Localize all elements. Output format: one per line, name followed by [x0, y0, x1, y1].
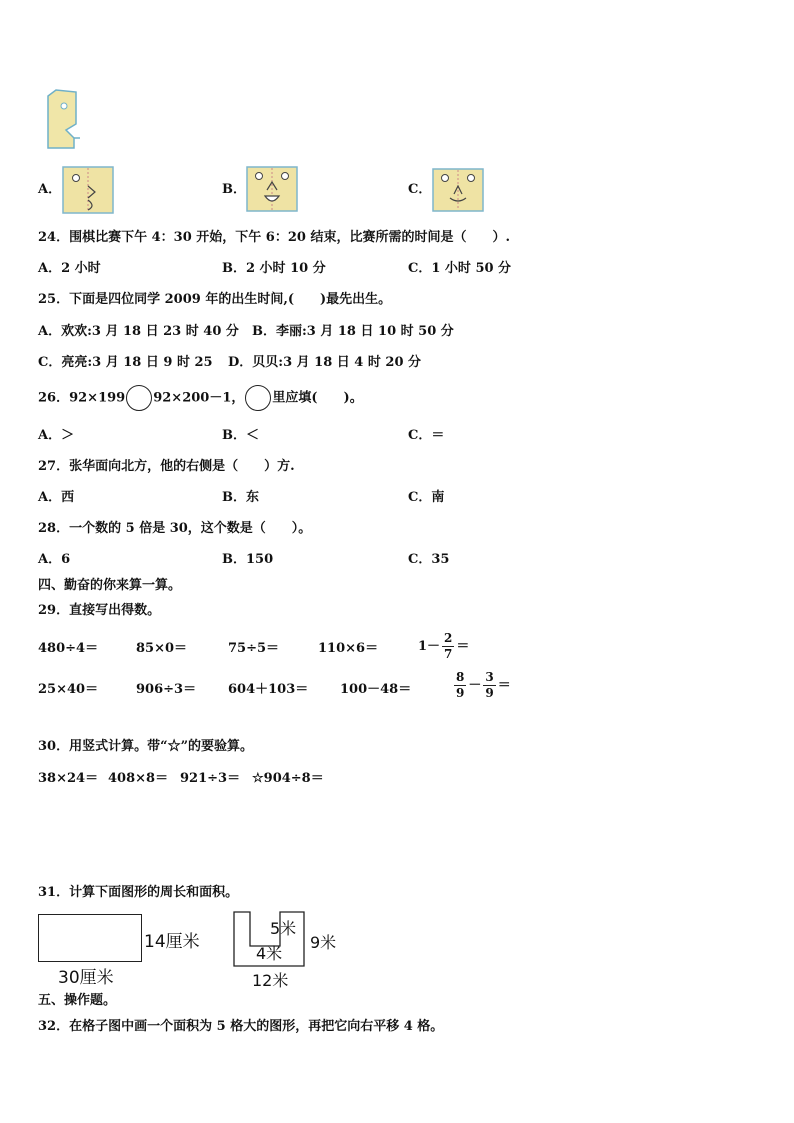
q26-part3: 里应填( )。	[272, 390, 363, 406]
q25-option-b[interactable]: B．李丽:3 月 18 日 10 时 50 分	[252, 324, 454, 339]
q31-rectangle	[38, 914, 142, 962]
q29-r2-c5	[452, 670, 511, 701]
q26-part1: 26．92×199	[38, 390, 126, 406]
q29-r1-frac-num: 2	[444, 631, 453, 645]
q27-option-c[interactable]: C．南	[408, 490, 445, 505]
q23-option-a-label: A．	[38, 182, 62, 197]
q25-question: 25．下面是四位同学 2009 年的出生时间,( )最先出生。	[38, 292, 392, 307]
q24-option-c[interactable]: C．1 小时 50 分	[408, 261, 512, 276]
q27-option-b[interactable]: B．东	[222, 490, 259, 505]
q29-r1-fraction	[442, 631, 454, 662]
q23-option-c-image[interactable]	[432, 168, 484, 212]
q29-r2-frac2-num: 3	[485, 670, 494, 684]
q26-option-b[interactable]: B．＜	[222, 428, 259, 443]
q25-option-d[interactable]: D．贝贝:3 月 18 日 4 时 20 分	[228, 355, 422, 370]
q30-question: 30．用竖式计算。带“☆”的要验算。	[38, 739, 254, 754]
section-5-heading: 五、操作题。	[38, 993, 117, 1008]
q29-r1-frac-lead: 1－	[418, 638, 441, 654]
q30-item-1: 38×24＝	[38, 771, 99, 786]
q26-option-c[interactable]: C．＝	[408, 428, 445, 443]
q28-option-b[interactable]: B．150	[222, 552, 274, 567]
q29-r2-c2: 906÷3＝	[136, 682, 197, 697]
q24-question: 24．围棋比赛下午 4：30 开始，下午 6：20 结束，比赛所需的时间是（ ）.	[38, 230, 510, 245]
section-4-heading: 四、勤奋的你来算一算。	[38, 578, 182, 593]
q26-option-a[interactable]: A．＞	[38, 428, 75, 443]
q31-rect-height-label: 14厘米	[144, 932, 200, 952]
q29-r2-frac2-den: 9	[485, 686, 494, 700]
q23-option-b-image[interactable]	[246, 166, 298, 212]
q29-r1-c4: 110×6＝	[318, 641, 379, 656]
q30-item-2: 408×8＝	[108, 771, 169, 786]
q26-part2: 92×200－1，	[153, 390, 245, 406]
q27-question: 27．张华面向北方，他的右侧是（ ）方.	[38, 459, 295, 474]
q28-option-c[interactable]: C．35	[408, 552, 450, 567]
q30-item-3: 921÷3＝	[180, 771, 241, 786]
q29-r1-c2: 85×0＝	[136, 641, 188, 656]
q24-option-a[interactable]: A．2 小时	[38, 261, 101, 276]
q29-r2-frac-tail: ＝	[497, 677, 511, 693]
q29-r2-fraction-2	[483, 670, 495, 701]
q25-option-a[interactable]: A．欢欢:3 月 18 日 23 时 40 分	[38, 324, 239, 339]
q29-r2-frac1-num: 8	[456, 670, 465, 684]
q23-option-a-image[interactable]	[62, 166, 114, 214]
q28-question: 28．一个数的 5 倍是 30，这个数是（ ）。	[38, 521, 312, 536]
q29-r1-c5	[418, 631, 469, 662]
q29-r2-frac-op: －	[468, 677, 482, 693]
q29-r1-frac-tail: ＝	[456, 638, 470, 654]
q31-rect-width-label: 30厘米	[58, 968, 114, 988]
q28-option-a[interactable]: A．6	[38, 552, 71, 567]
q31-shape-mid-label: 4米	[256, 944, 283, 963]
q23-option-c-label: C．	[408, 182, 432, 197]
q25-option-c[interactable]: C．亮亮:3 月 18 日 9 时 25	[38, 355, 213, 370]
q29-r2-c1: 25×40＝	[38, 682, 99, 697]
q31-shape-width-label: 12米	[252, 971, 289, 990]
q26-circle-blank[interactable]	[126, 385, 152, 411]
q31-shape-height-label: 9米	[310, 933, 337, 952]
q29-question: 29．直接写出得数。	[38, 603, 161, 618]
q24-option-b[interactable]: B．2 小时 10 分	[222, 261, 326, 276]
q29-r2-c4: 100－48＝	[340, 682, 412, 697]
q26-question	[38, 385, 363, 411]
q27-option-a[interactable]: A．西	[38, 490, 75, 505]
q31-question: 31．计算下面图形的周长和面积。	[38, 885, 239, 900]
q29-r2-fraction-1	[454, 670, 466, 701]
folded-paper-figure	[44, 86, 84, 152]
q29-r2-frac1-den: 9	[456, 686, 465, 700]
q29-r1-c1: 480÷4＝	[38, 641, 99, 656]
q32-question: 32．在格子图中画一个面积为 5 格大的图形，再把它向右平移 4 格。	[38, 1019, 444, 1034]
q26-circle-symbol	[245, 385, 271, 411]
q23-option-b-label: B．	[222, 182, 246, 197]
q29-r2-c3: 604＋103＝	[228, 682, 309, 697]
q29-r1-frac-den: 7	[444, 647, 453, 661]
q30-item-4: ☆904÷8＝	[252, 771, 324, 786]
q31-shape-top-label: 5米	[270, 919, 297, 938]
q29-r1-c3: 75÷5＝	[228, 641, 280, 656]
